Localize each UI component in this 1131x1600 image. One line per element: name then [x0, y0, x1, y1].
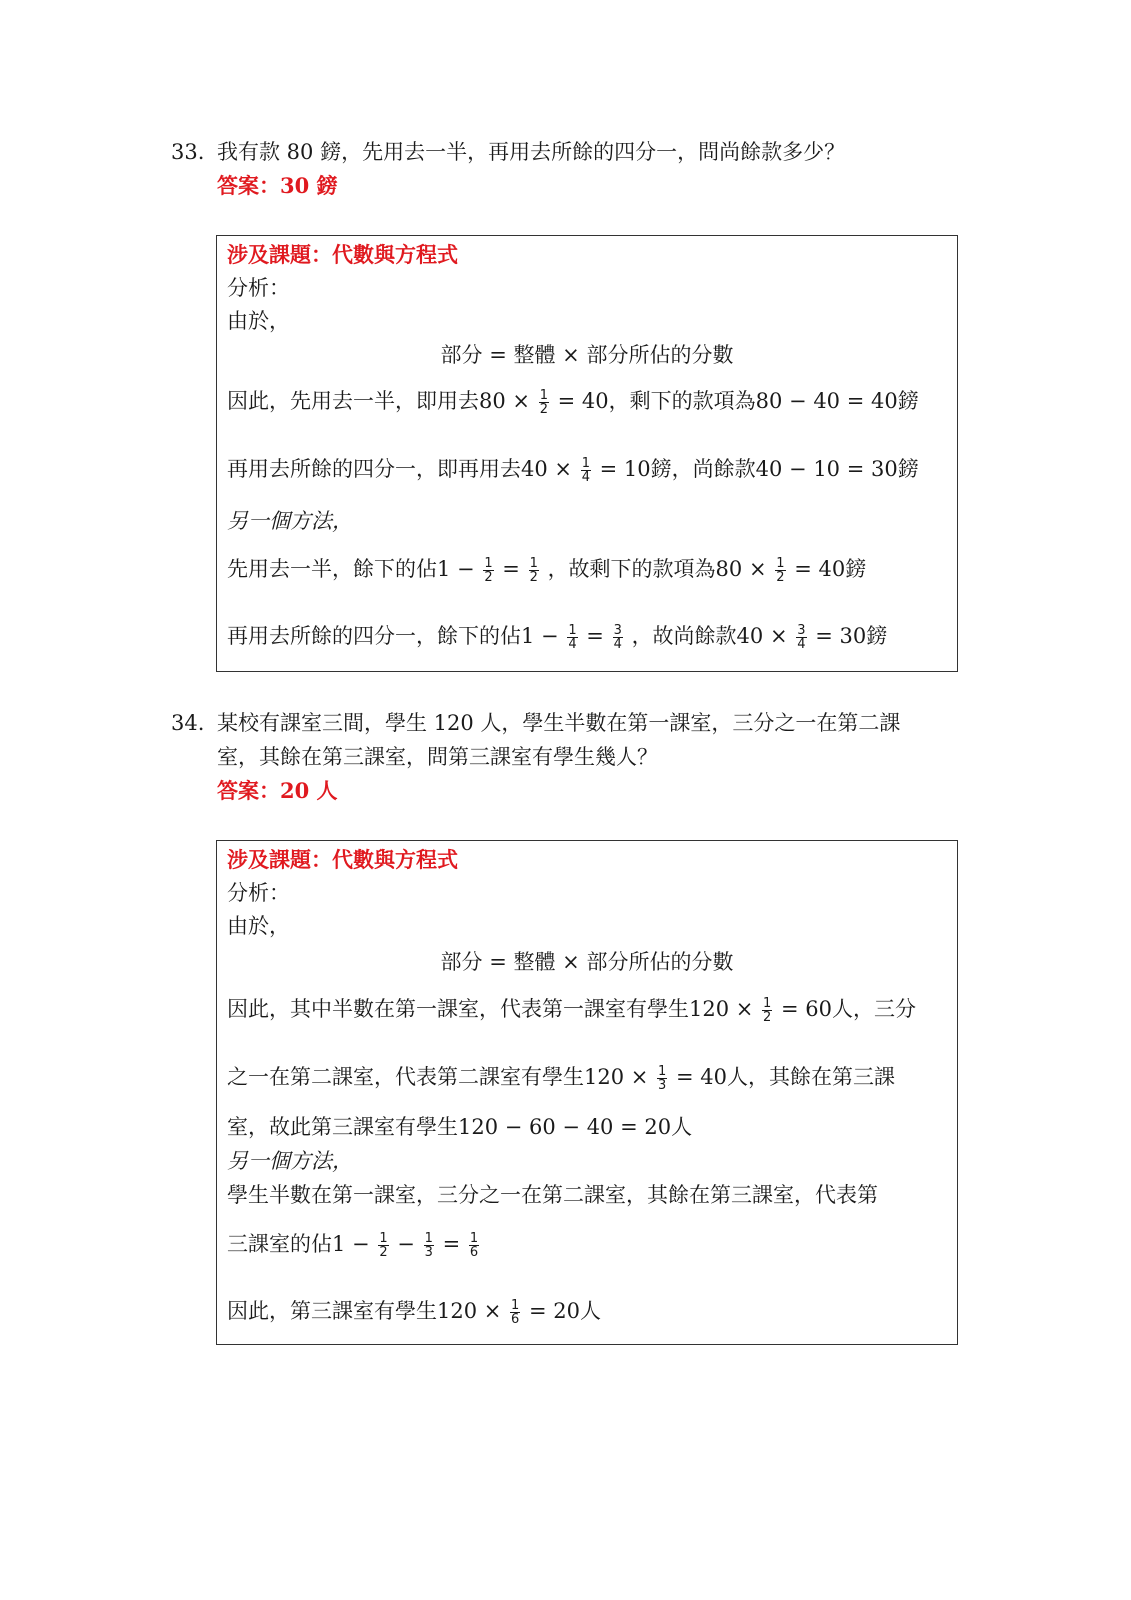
analysis-box-33: [216, 235, 958, 672]
question-number: 34.: [171, 711, 205, 735]
fraction-one-quarter: $\frac{1}{4}$: [581, 456, 590, 485]
step-line-3: [227, 554, 866, 584]
topic-heading: 涉及課題：代數與方程式: [227, 847, 458, 872]
step-text: = 20人: [529, 1299, 602, 1323]
question-text-line-2: 室，其餘在第三課室，問第三課室有學生幾人？: [217, 745, 658, 769]
step-line-5: [227, 1229, 481, 1259]
step-text: = 40人，其餘在第三課: [676, 1065, 896, 1089]
step-text: ，故尚餘款40 ×: [631, 624, 788, 648]
analysis-label: 分析：: [227, 881, 290, 905]
question-34: [171, 706, 961, 808]
step-line-1: [227, 386, 919, 416]
step-line-4: [227, 621, 887, 651]
fraction-one-half: $\frac{1}{2}$: [539, 388, 548, 417]
question-text-line-1: 某校有課室三間，學生 120 人，學生半數在第一課室，三分之一在第二課: [217, 711, 901, 735]
step-text: −: [397, 1232, 415, 1256]
step-text: 再用去所餘的四分一，即再用去40 ×: [227, 457, 572, 481]
step-line-2: [227, 454, 919, 484]
answer: 答案：30 鎊: [217, 173, 338, 198]
fraction-one-half: $\frac{1}{2}$: [763, 996, 772, 1025]
fraction-one-third: $\frac{1}{3}$: [424, 1231, 433, 1260]
analysis-box-34: [216, 840, 958, 1345]
step-text: 三課室的佔1 −: [227, 1232, 370, 1256]
formula: 部分 = 整體 × 部分所佔的分數: [440, 343, 734, 367]
step-text: 因此，第三課室有學生120 ×: [227, 1299, 502, 1323]
since-label: 由於，: [227, 309, 290, 333]
step-text: 先用去一半，餘下的佔1 −: [227, 557, 475, 581]
step-text: =: [502, 557, 520, 581]
question-text: 我有款 80 鎊，先用去一半，再用去所餘的四分一，問尚餘款多少？: [217, 140, 846, 164]
step-text: 因此，其中半數在第一課室，代表第一課室有學生120 ×: [227, 997, 754, 1021]
step-text: 因此，先用去一半，即用去80 ×: [227, 389, 530, 413]
step-line-2: [227, 1062, 895, 1092]
fraction-three-quarters: $\frac{3}{4}$: [797, 623, 806, 652]
fraction-one-half: $\frac{1}{2}$: [776, 556, 785, 585]
fraction-one-half: $\frac{1}{2}$: [484, 556, 493, 585]
step-text: =: [586, 624, 604, 648]
fraction-one-quarter: $\frac{1}{4}$: [568, 623, 577, 652]
step-text: 再用去所餘的四分一，餘下的佔1 −: [227, 624, 559, 648]
since-label: 由於，: [227, 914, 290, 938]
step-text: 之一在第二課室，代表第二課室有學生120 ×: [227, 1065, 649, 1089]
formula: 部分 = 整體 × 部分所佔的分數: [440, 950, 734, 974]
question-number: 33.: [171, 140, 205, 164]
step-line-4: 學生半數在第一課室，三分之一在第二課室，其餘在第三課室，代表第: [227, 1183, 878, 1207]
analysis-label: 分析：: [227, 276, 290, 300]
step-text: = 60人，三分: [781, 997, 917, 1021]
step-text: = 40，剩下的款項為80 − 40 = 40鎊: [557, 389, 919, 413]
question-34-line: [171, 706, 961, 774]
fraction-one-sixth: $\frac{1}{6}$: [469, 1231, 479, 1260]
alternative-method-label: 另一個方法，: [227, 1149, 353, 1173]
answer: 答案：20 人: [217, 778, 338, 803]
fraction-one-third: $\frac{1}{3}$: [658, 1064, 667, 1093]
fraction-one-half: $\frac{1}{2}$: [529, 556, 538, 585]
step-text: = 40鎊: [794, 557, 867, 581]
question-33-line: [171, 135, 961, 169]
topic-heading: 涉及課題：代數與方程式: [227, 242, 458, 267]
fraction-one-half: $\frac{1}{2}$: [379, 1231, 388, 1260]
question-33: [171, 135, 961, 203]
fraction-three-quarters: $\frac{3}{4}$: [613, 623, 622, 652]
step-text: =: [442, 1232, 461, 1256]
step-text: ，故剩下的款項為80 ×: [547, 557, 767, 581]
step-line-3: 室，故此第三課室有學生120 − 60 − 40 = 20人: [227, 1115, 693, 1139]
step-text: = 10鎊，尚餘款40 − 10 = 30鎊: [599, 457, 919, 481]
alternative-method-label: 另一個方法，: [227, 509, 353, 533]
step-line-6: [227, 1296, 601, 1326]
fraction-one-sixth: $\frac{1}{6}$: [511, 1298, 520, 1327]
step-text: = 30鎊: [815, 624, 888, 648]
step-line-1: [227, 994, 916, 1024]
